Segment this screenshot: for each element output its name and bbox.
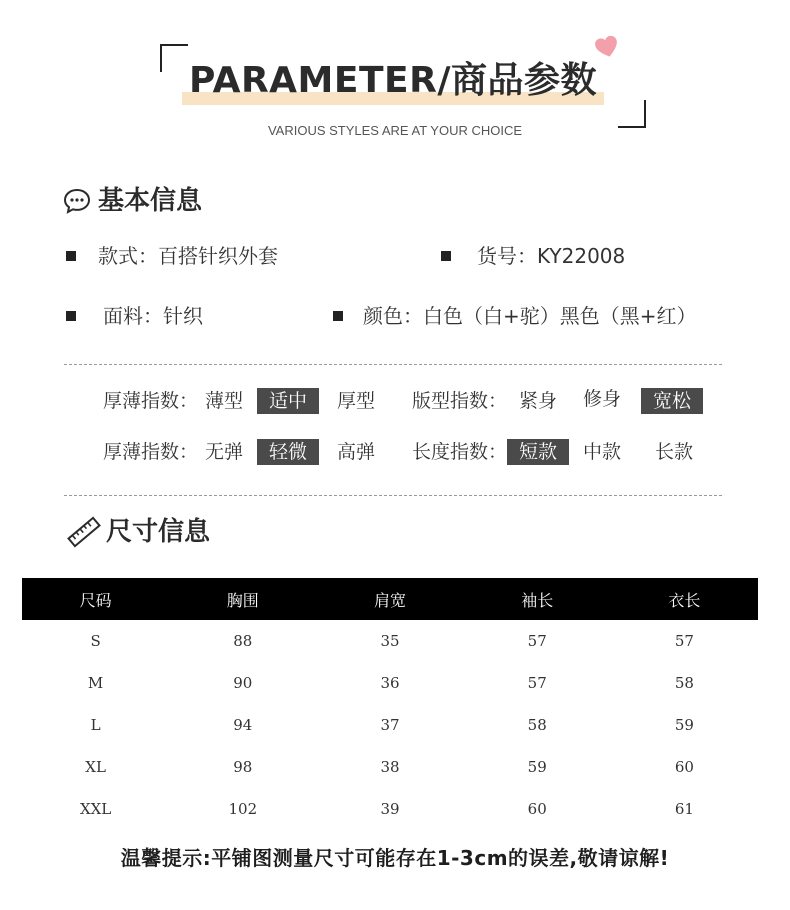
bullet-icon xyxy=(66,251,76,261)
basic-info-heading: 基本信息 xyxy=(98,186,203,216)
table-cell: 58 xyxy=(674,674,694,692)
bullet-icon xyxy=(66,311,76,321)
dotted-divider xyxy=(64,495,722,496)
heart-icon xyxy=(594,34,620,60)
corner-bracket-bottom-right xyxy=(618,100,646,128)
info-item-number: 货号：KY22008 xyxy=(477,244,626,268)
table-cell: M xyxy=(87,674,104,692)
table-row xyxy=(22,662,758,704)
fit-option-loose-selected: 宽松 xyxy=(641,388,703,414)
size-info-heading: 尺寸信息 xyxy=(106,517,211,547)
fit-option-tight: 紧身 xyxy=(519,390,558,412)
column-header-shoulder: 肩宽 xyxy=(374,590,407,610)
thickness-option-thin: 薄型 xyxy=(205,390,244,412)
column-header-length: 衣长 xyxy=(668,590,701,610)
table-row xyxy=(22,704,758,746)
thickness-option-medium-selected: 适中 xyxy=(257,388,319,414)
table-cell: 61 xyxy=(674,800,694,818)
length-option-medium: 中款 xyxy=(583,441,622,463)
table-cell: 98 xyxy=(233,758,253,776)
bullet-icon xyxy=(333,311,343,321)
table-cell: 88 xyxy=(233,632,253,650)
table-cell: 38 xyxy=(380,758,400,776)
info-style: 款式：百搭针织外套 xyxy=(98,244,278,268)
table-cell: 57 xyxy=(527,632,547,650)
size-table-header xyxy=(22,578,758,620)
length-index-label: 长度指数： xyxy=(412,441,508,463)
elasticity-option-slight-selected: 轻微 xyxy=(257,439,319,465)
bullet-icon xyxy=(441,251,451,261)
measurement-note: 温馨提示:平铺图测量尺寸可能存在1-3cm的误差,敬请谅解! xyxy=(120,846,670,870)
table-cell: 59 xyxy=(527,758,547,776)
elasticity-option-none: 无弹 xyxy=(205,441,244,463)
column-header-sleeve: 袖长 xyxy=(521,590,554,610)
table-cell: 94 xyxy=(233,716,253,734)
fit-option-slim: 修身 xyxy=(583,388,622,410)
length-option-long: 长款 xyxy=(655,441,694,463)
table-cell: S xyxy=(90,632,101,650)
column-header-size: 尺码 xyxy=(79,590,112,610)
table-cell: 35 xyxy=(380,632,400,650)
page-title: PARAMETER/商品参数 xyxy=(189,60,597,101)
table-cell: L xyxy=(90,716,101,734)
ruler-icon xyxy=(66,514,102,550)
table-row xyxy=(22,788,758,830)
table-cell: 36 xyxy=(380,674,400,692)
table-row xyxy=(22,620,758,662)
table-cell: 102 xyxy=(228,800,258,818)
table-cell: 60 xyxy=(527,800,547,818)
dotted-divider xyxy=(64,364,722,365)
table-cell: 60 xyxy=(674,758,694,776)
table-row xyxy=(22,746,758,788)
elasticity-index-label: 厚薄指数： xyxy=(103,441,199,463)
length-option-short-selected: 短款 xyxy=(507,439,569,465)
table-cell: 39 xyxy=(380,800,400,818)
table-cell: 90 xyxy=(233,674,253,692)
chat-bubble-icon xyxy=(62,186,92,216)
table-cell: XXL xyxy=(79,800,112,818)
table-cell: 37 xyxy=(380,716,400,734)
elasticity-option-high: 高弹 xyxy=(337,441,376,463)
table-cell: XL xyxy=(85,758,106,776)
table-cell: 57 xyxy=(527,674,547,692)
thickness-index-label: 厚薄指数： xyxy=(103,390,199,412)
thickness-option-thick: 厚型 xyxy=(337,390,376,412)
table-cell: 57 xyxy=(674,632,694,650)
size-table xyxy=(22,578,758,830)
table-cell: 58 xyxy=(527,716,547,734)
table-cell: 59 xyxy=(674,716,694,734)
fit-index-label: 版型指数： xyxy=(412,390,508,412)
info-fabric: 面料：针织 xyxy=(103,304,203,328)
page-subtitle: VARIOUS STYLES ARE AT YOUR CHOICE xyxy=(267,123,523,138)
column-header-chest: 胸围 xyxy=(226,590,259,610)
info-color: 颜色：白色（白+驼）黑色（黑+红） xyxy=(363,304,697,328)
